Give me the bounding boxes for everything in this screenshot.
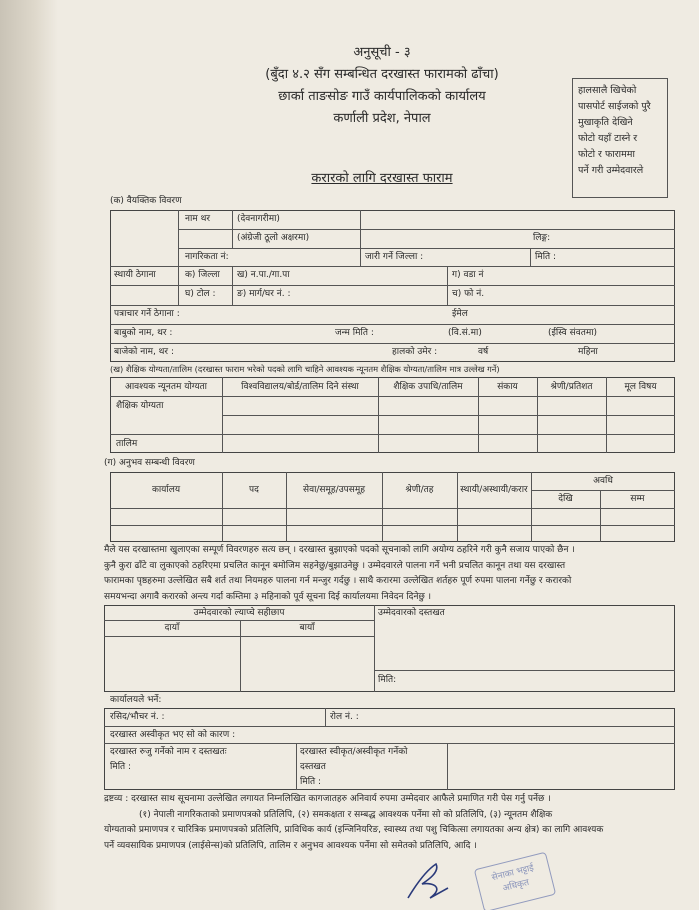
checker-date-label: मिति :	[110, 762, 132, 772]
annex-title: अनुसूची - ३	[353, 45, 411, 60]
ward-label: ग) वडा नं	[452, 270, 484, 280]
father-name-label: बाबुको नाम, थर :	[114, 328, 173, 338]
tole-label: घ) टोल :	[185, 289, 216, 299]
left-thumb-label: बायाँ	[299, 623, 315, 633]
edu-col-degree: शैक्षिक उपाधि/तालिम	[393, 382, 463, 392]
exp-col-period: अवधि	[593, 476, 613, 486]
receipt-number-label: रसिद/भौचर नं. :	[110, 712, 165, 722]
signature-date-label: मिति:	[378, 675, 397, 685]
name-label: नाम थर	[185, 214, 211, 224]
roll-number-label: रोल नं. :	[330, 712, 359, 722]
photo-instruction-line: फोटो यहाँ टास्ने र	[578, 133, 638, 144]
approver-date-label: मिति :	[300, 777, 322, 787]
edu-col-faculty: संकाय	[497, 382, 518, 392]
exp-col-employment-type: स्थायी/अस्थायी/करार	[460, 485, 528, 495]
annex-subtitle: (बुँदा ४.२ सँग सम्बन्धित दरखास्त फारामको ढाँचा)	[265, 67, 499, 82]
current-age-label: हालको उमेर :	[392, 347, 438, 357]
grandfather-name-label: बाजेको नाम, थर :	[114, 347, 175, 357]
stamp-text: सेनाका भट्टाई अधिकृत	[490, 863, 535, 894]
form-title: करारको लागि दरखास्त फाराम	[311, 171, 453, 186]
checker-name-label: दरखास्त रुजु गर्नेको नाम र दस्तखतः	[110, 747, 227, 757]
office-name: छार्का ताङसोङ गाउँ कार्यपालिकको कार्यालय	[278, 89, 486, 104]
photo-instruction-line: पर्ने गरी उम्मेदवारले	[578, 165, 644, 176]
declaration-line: समयभन्दा अगावै करारको अन्त्य गर्दा कम्तिमा ३ महिनाको पूर्व सूचना दिई कार्यालयमा निवेदन दिनेछु ।	[104, 591, 432, 602]
issue-date-label: मिति :	[535, 252, 557, 262]
age-month-label: महिना	[578, 347, 598, 357]
province-name: कर्णाली प्रदेश, नेपाल	[333, 111, 431, 126]
name-devanagari-label: (देवनागरीमा)	[237, 214, 280, 224]
declaration-line: मैले यस दरखास्तमा खुलाएका सम्पूर्ण विवरणहरु सत्य छन् । दरखास्त बुझाएको पदको सूचनाको लागि अयोग्य ठहरिने गरी कुनै सजाय पाएको छैन ।	[104, 545, 575, 555]
section-experience-heading: (ग) अनुभव सम्बन्धी विवरण	[104, 458, 195, 468]
handwritten-signature	[400, 858, 460, 906]
postal-address-label: पत्राचार गर्ने ठेगाना :	[114, 309, 180, 319]
section-personal-heading: (क) वैयक्तिक विवरण	[110, 196, 182, 206]
exp-col-period-from: देखि	[558, 494, 573, 504]
rejection-reason-label: दरखास्त अस्वीकृत भए सो को कारण :	[110, 730, 236, 740]
gender-label: लिङ्ग:	[533, 233, 551, 243]
candidate-signature-label: उम्मेदवारको दस्तखत	[378, 608, 445, 618]
right-thumb-label: दायाँ	[164, 623, 180, 633]
thumbprint-heading: उम्मेदवारको ल्याप्चे सहीछाप	[193, 608, 285, 618]
email-label: ईमेल	[452, 309, 468, 319]
exp-col-office: कार्यालय	[151, 485, 181, 495]
municipality-label: ख) न.पा./गा.पा	[237, 270, 290, 280]
official-stamp	[474, 852, 556, 910]
dob-bs-label: (वि.सं.मा)	[448, 328, 482, 338]
photo-instruction-line: फोटो र फाराममा	[578, 149, 635, 160]
note-line: (१) नेपाली नागरिकताको प्रमाणपत्रको प्रतिलिपि, (२) समकक्षता र सम्बद्ध आवश्यक पर्नेमा सो को प्रतिलिपि, (३) न्यूनतम शैक्षिक	[139, 809, 553, 820]
dob-label: जन्म मिति :	[335, 328, 374, 338]
office-use-label: कार्यालयले भर्ने:	[110, 695, 162, 705]
note-line: योग्यताको प्रमाणपत्र र चारित्रिक प्रमाणपत्रको प्रतिलिपि, प्राविधिक कार्य (इन्जिनियरिङ, स्वास्थ्य तथा पशु चिकित्सा लगायतका अन्य क्षेत्र) का लागि आवश्यक	[104, 825, 604, 835]
permanent-address-label: स्थायी ठेगाना	[114, 270, 156, 280]
approver-sign-label: दस्तखत	[300, 762, 326, 772]
photo-instruction-line: हालसालै खिचेको	[578, 85, 637, 96]
exp-col-level: श्रेणी/तह	[405, 485, 434, 495]
edu-col-min-qualification: आवश्यक न्यूनतम योग्यता	[124, 382, 208, 392]
note-line: द्रष्टव्य : दरखास्त साथ सूचनामा उल्लेखित लगायत निम्नलिखित कागजातहरु अनिवार्य रुपमा उम्मेदवार आफैले प्रमाणित गरी पेस गर्नु पर्नेछ ।	[104, 794, 551, 804]
declaration-line: फारामका पृष्ठहरुमा उल्लेखित सबै शर्त तथा नियमहरु पालना गर्न मन्जुर गर्दछु । साथै करारमा उल्लेखित शर्तहरु पूर्ण रुपमा पालना गर्नेछु र करारको	[104, 576, 572, 586]
edu-col-institution: विश्वविद्यालय/बोर्ड/तालिम दिने संस्था	[241, 382, 359, 392]
photo-instruction-line: पासपोर्ट साईजको पुरै	[578, 101, 651, 112]
dob-ad-label: (ईस्वि संवतमा)	[548, 328, 598, 338]
exp-col-service-group: सेवा/समूह/उपसमूह	[302, 485, 366, 495]
page-binding-shadow	[0, 0, 58, 910]
section-education-heading: (ख) शैक्षिक योग्यता/तालिम (दरखास्त फाराम भरेको पदको लागि चाहिने आवश्यक न्यूनतम शैक्षिक योग्यता/तालिम मात्र उल्लेख गर्ने)	[110, 364, 500, 374]
exp-col-period-to: सम्म	[630, 494, 645, 504]
edu-row-academic: शैक्षिक योग्यता	[116, 401, 164, 411]
age-year-label: वर्ष	[478, 347, 489, 357]
note-line: पर्ने व्यवसायिक प्रमाणपत्र (लाईसेन्स)को प्रतिलिपि, तालिम र अनुभव आवश्यक पर्नेमा सो समेतको प्रतिलिपि, आदि ।	[104, 840, 477, 851]
declaration-paragraph	[104, 543, 679, 605]
exp-col-post: पद	[249, 485, 259, 495]
road-house-label: ङ) मार्ग/घर नं. :	[237, 289, 291, 299]
note-paragraph	[104, 792, 679, 854]
personal-details-table	[110, 210, 675, 362]
issued-district-label: जारी गर्ने जिल्ला :	[365, 252, 424, 262]
edu-col-major: मूल विषय	[624, 382, 657, 392]
citizenship-label: नागरिकता नं:	[185, 252, 229, 262]
district-label: क) जिल्ला	[185, 270, 220, 280]
phone-label: च) फो नं.	[452, 289, 485, 299]
photo-instruction-line: मुखाकृति देखिने	[578, 117, 633, 128]
photo-placeholder-box	[572, 78, 668, 198]
edu-col-division: श्रेणी/प्रतिशत	[550, 382, 593, 392]
name-english-label: (अंग्रेजी ठूलो अक्षरमा)	[237, 233, 310, 243]
edu-row-training: तालिम	[116, 439, 138, 449]
approver-label: दरखास्त स्वीकृत/अस्वीकृत गर्नेको	[300, 747, 408, 757]
declaration-line: कुनै कुरा ढाँटे वा लुकाएको ठहरिएमा प्रचलित कानून बमोजिम सहनेछु/बुझाउनेछु । उम्मेदवारले पालना गर्ने भनी प्रचलित कानून तथा यस दरखास्त	[104, 560, 566, 571]
